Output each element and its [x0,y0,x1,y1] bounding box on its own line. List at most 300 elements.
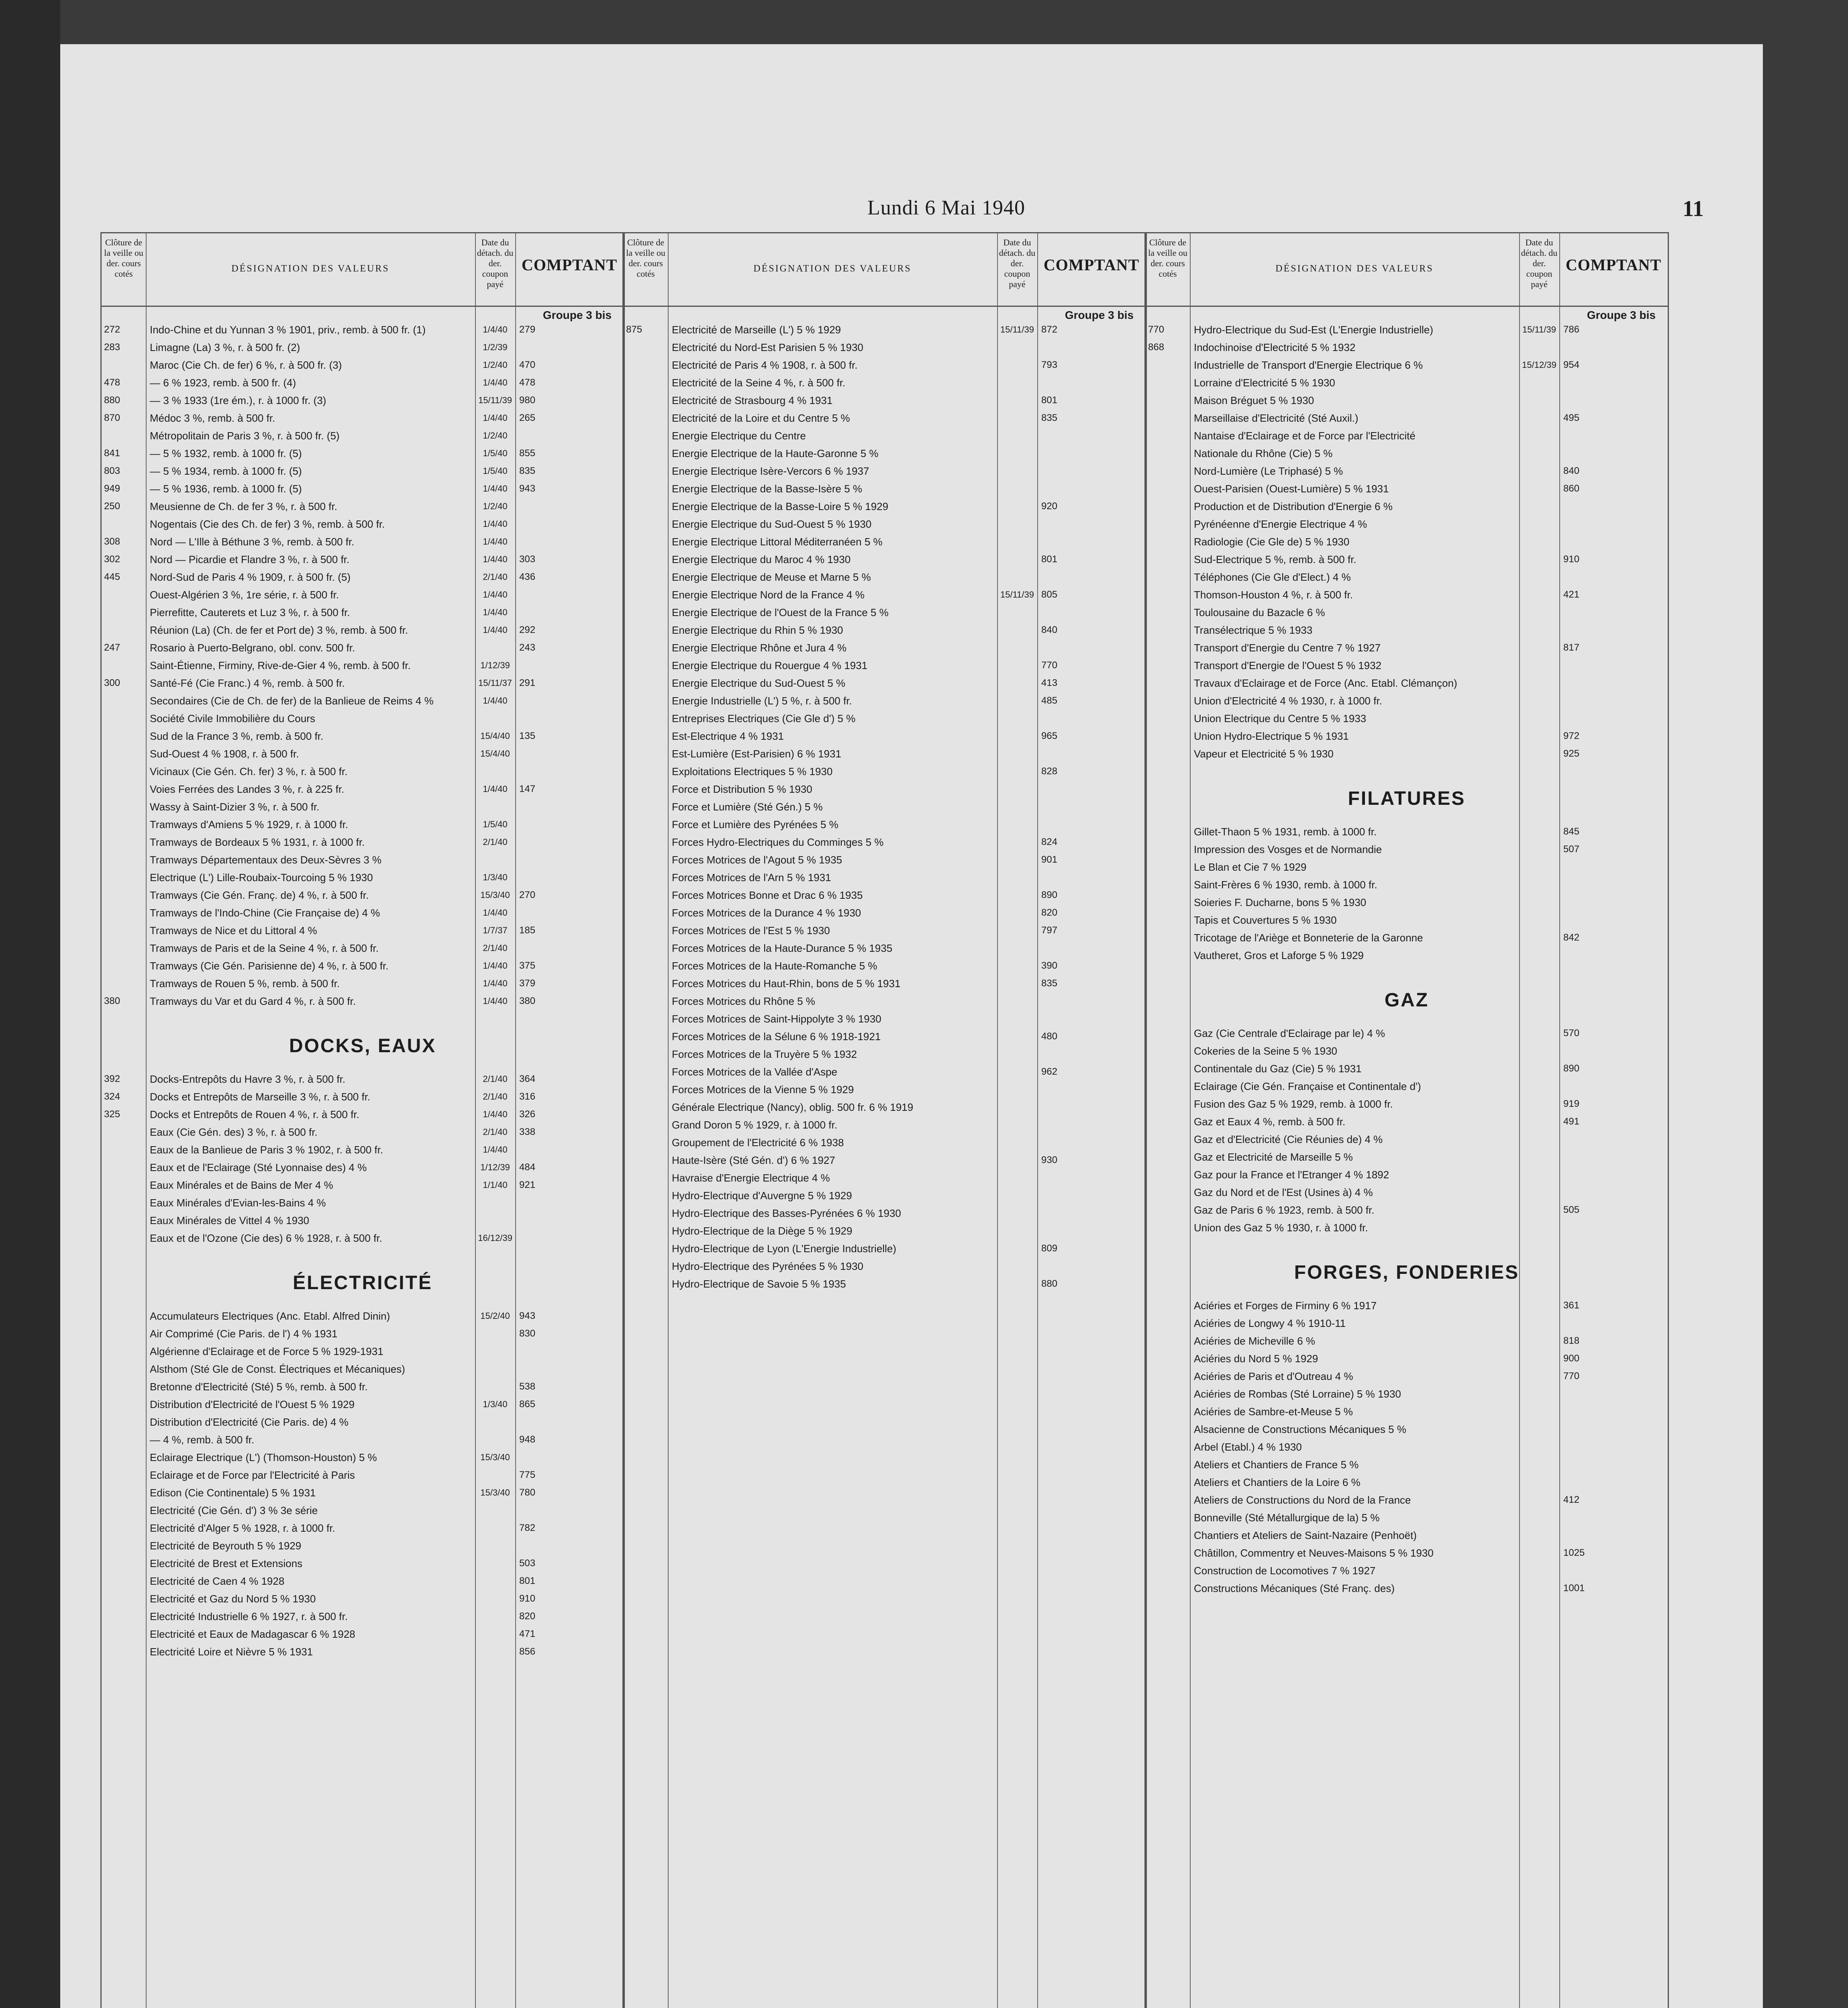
security-row [102,799,624,815]
coupon-date: 1/2/40 [483,360,508,370]
security-name: Est-Electrique 4 % 1931 [672,730,784,742]
security-name: Exploitations Electriques 5 % 1930 [672,765,833,777]
security-name: Hydro-Electrique des Pyrénées 5 % 1930 [672,1260,863,1272]
cash-price: 801 [519,1575,536,1586]
header-date-detach: Date du détach. du der. coupon payé [477,237,514,289]
security-row [1146,410,1668,426]
security-row [102,1396,624,1412]
security-name: Médoc 3 %, remb. à 500 fr. [150,412,275,424]
security-row [1146,1298,1668,1314]
security-row [624,869,1146,886]
cash-price: 824 [1041,837,1058,847]
security-name: Cokeries de la Seine 5 % 1930 [1194,1045,1338,1057]
closing-price: 875 [626,324,643,335]
security-name: — 5 % 1934, remb. à 1000 fr. (5) [150,465,302,477]
security-row [624,1276,1146,1292]
security-row [1146,534,1668,550]
security-row [624,569,1146,585]
coupon-date: 2/1/40 [483,943,508,953]
security-name: Tramways d'Amiens 5 % 1929, r. à 1000 fr. [150,818,348,831]
cash-price: 890 [1041,890,1058,900]
closing-price: 949 [104,483,120,494]
security-name: Gaz de Paris 6 % 1923, remb. à 500 fr. [1194,1204,1375,1216]
cash-price: 316 [519,1091,536,1102]
security-name: Distribution d'Electricité de l'Ouest 5 % 1929 [150,1398,355,1410]
cash-price: 505 [1563,1204,1580,1215]
header-designation: DÉSIGNATION DES VALEURS [231,263,390,274]
coupon-date: 15/3/40 [480,890,510,900]
security-row [102,1591,624,1607]
security-row [102,322,624,338]
security-name: Union Hydro-Electrique 5 % 1931 [1194,730,1349,742]
running-title: Lundi 6 Mai 1940 [867,196,1025,219]
security-row [624,993,1146,1009]
security-row [624,1011,1146,1027]
security-name: Pierrefitte, Cauterets et Luz 3 %, r. à 500 fr. [150,606,350,618]
security-name: Production et de Distribution d'Energie 6 % [1194,500,1393,512]
security-row [1146,1202,1668,1218]
security-row [624,375,1146,391]
cash-price: 910 [1563,554,1580,565]
security-name: Energie Electrique de Meuse et Marne 5 % [672,571,871,583]
security-row [102,1124,624,1140]
closing-price: 478 [104,377,120,388]
security-name: Aciéries de Sambre-et-Meuse 5 % [1194,1406,1353,1418]
security-row [102,1485,624,1501]
security-row [102,534,624,550]
cash-price: 797 [1041,925,1058,936]
security-name: Electricité de Paris 4 % 1908, r. à 500 fr. [672,359,858,371]
security-row [102,728,624,744]
security-name: Forces Motrices de la Vienne 5 % 1929 [672,1084,854,1096]
security-row [1146,1333,1668,1349]
security-row [624,410,1146,426]
closing-price: 283 [104,342,120,353]
group-label: Groupe 3 bis [1065,309,1134,321]
security-name: — 3 % 1933 (1re ém.), r. à 1000 fr. (3) [150,394,326,406]
cash-price: 921 [519,1179,536,1190]
coupon-date: 1/4/40 [483,484,508,494]
cash-price: 817 [1563,642,1580,653]
security-row [1146,859,1668,875]
security-row [624,1205,1146,1221]
security-row [102,339,624,355]
security-row [102,1414,624,1430]
security-name: Pyrénéenne d'Energie Electrique 4 % [1194,518,1367,530]
security-row [102,869,624,886]
security-row [102,1502,624,1518]
closing-price: 247 [104,642,120,653]
security-name: Nantaise d'Eclairage et de Force par l'Electricité [1194,430,1416,442]
security-name: Electricité Loire et Nièvre 5 % 1931 [150,1646,313,1658]
security-row [624,1135,1146,1151]
security-row [102,498,624,514]
security-row [1146,445,1668,461]
security-row [102,693,624,709]
cash-price: 471 [519,1628,536,1639]
security-row [1146,824,1668,840]
cash-price: 840 [1041,624,1058,635]
security-name: Sud-Electrique 5 %, remb. à 500 fr. [1194,553,1356,565]
security-name: Energie Electrique de la Basse-Isère 5 % [672,483,863,495]
security-row [1146,1457,1668,1473]
column-rows [102,310,624,2008]
security-row [102,1071,624,1087]
security-row [102,1177,624,1193]
coupon-date: 1/2/40 [483,501,508,511]
cash-price: 507 [1563,844,1580,855]
security-row [624,958,1146,974]
security-name: Bonneville (Sté Métallurgique de la) 5 % [1194,1512,1380,1524]
cash-price: 364 [519,1073,536,1084]
security-name: Limagne (La) 3 %, r. à 500 fr. (2) [150,341,300,353]
security-name: Forces Motrices de la Haute-Durance 5 % 1935 [672,942,893,954]
security-row [102,445,624,461]
security-row [102,675,624,691]
security-row [102,1343,624,1359]
security-row [624,1241,1146,1257]
security-row [624,516,1146,532]
security-row [1146,1492,1668,1508]
security-name: Union d'Electricité 4 % 1930, r. à 1000 fr. [1194,695,1382,707]
security-row [1146,710,1668,726]
security-row [1146,1439,1668,1455]
cash-price: 840 [1563,465,1580,476]
security-name: Energie Electrique du Rhin 5 % 1930 [672,624,843,636]
cash-price: 805 [1041,589,1058,600]
closing-price: 272 [104,324,120,335]
coupon-date: 1/4/40 [483,961,508,971]
security-name: Aciéries de Longwy 4 % 1910-11 [1194,1317,1346,1329]
security-name: Energie Electrique du Sud-Ouest 5 % [672,677,846,689]
security-name: Forces Motrices de l'Est 5 % 1930 [672,924,830,937]
security-row [624,675,1146,691]
section-title: GAZ [1384,990,1429,1011]
security-row [624,1117,1146,1133]
closing-price: 325 [104,1109,120,1120]
security-row [624,392,1146,408]
coupon-date: 15/11/39 [1000,324,1034,335]
coupon-date: 15/4/40 [480,749,510,759]
cash-price: 972 [1563,731,1580,741]
closing-price: 803 [104,465,120,476]
security-name: Energie Electrique de l'Ouest de la France 5 % [672,606,889,618]
security-name: Nogentais (Cie des Ch. de fer) 3 %, remb. à 500 fr. [150,518,385,530]
coupon-date: 15/11/37 [478,678,512,688]
security-row [102,551,624,567]
security-row [1146,1404,1668,1420]
security-name: Eaux Minérales d'Evian-les-Bains 4 % [150,1197,326,1209]
cash-price: 948 [519,1434,536,1445]
security-row [102,1089,624,1105]
closing-price: 300 [104,677,120,688]
security-name: Secondaires (Cie de Ch. de fer) de la Banlieue de Reims 4 % [150,695,434,707]
security-row [102,1573,624,1589]
security-name: Gaz du Nord et de l'Est (Usines à) 4 % [1194,1186,1373,1198]
coupon-date: 1/4/40 [483,784,508,794]
cash-price: 860 [1563,483,1580,494]
security-name: Electricité de la Loire et du Centre 5 % [672,412,850,424]
cash-price: 954 [1563,359,1580,370]
security-row [102,746,624,762]
cash-price: 570 [1563,1028,1580,1039]
coupon-date: 1/4/40 [483,908,508,918]
coupon-date: 15/11/39 [1000,590,1034,600]
security-name: Eclairage Electrique (L') (Thomson-Houston) 5 % [150,1451,377,1463]
security-name: Eaux (Cie Gén. des) 3 %, r. à 500 fr. [150,1126,318,1138]
security-row [1146,728,1668,744]
security-name: Union Electrique du Centre 5 % 1933 [1194,712,1367,724]
coupon-date: 1/4/40 [483,625,508,635]
security-row [102,958,624,974]
security-row [624,887,1146,903]
security-name: Hydro-Electrique de la Diège 5 % 1929 [672,1225,853,1237]
security-name: Société Civile Immobilière du Cours [150,712,315,724]
security-name: Energie Industrielle (L') 5 %, r. à 500 fr. [672,695,852,707]
security-name: Saint-Frères 6 % 1930, remb. à 1000 fr. [1194,879,1377,891]
cash-price: 786 [1563,324,1580,335]
security-row [102,410,624,426]
security-name: Union des Gaz 5 % 1930, r. à 1000 fr. [1194,1222,1368,1234]
header-comptant: COMPTANT [1565,256,1662,274]
security-name: Indochinoise d'Electricité 5 % 1932 [1194,341,1356,353]
cash-price: 930 [1041,1155,1058,1165]
security-name: Electricité de Strasbourg 4 % 1931 [672,394,833,406]
cash-price: 818 [1563,1335,1580,1346]
security-row [102,1520,624,1536]
security-name: Accumulateurs Electriques (Anc. Etabl. Alfred Dinin) [150,1310,390,1322]
security-name: Rosario à Puerto-Belgrano, obl. conv. 500 fr. [150,642,355,654]
security-name: Energie Electrique du Centre [672,430,806,442]
cash-price: 920 [1041,501,1058,512]
coupon-date: 1/4/40 [483,590,508,600]
closing-price: 868 [1148,342,1165,353]
security-name: Impression des Vosges et de Normandie [1194,843,1382,855]
security-row [102,392,624,408]
security-row [624,1223,1146,1239]
security-row [624,834,1146,850]
security-row [102,1142,624,1158]
coupon-date: 15/11/39 [1522,324,1556,335]
cash-price: 865 [519,1399,536,1410]
coupon-date: 2/1/40 [483,1127,508,1137]
cash-price: 809 [1041,1243,1058,1254]
coupon-date: 15/4/40 [480,731,510,741]
security-name: Ouest-Algérien 3 %, 1re série, r. à 500 fr. [150,589,339,601]
security-row [1146,1149,1668,1165]
cash-price: 835 [519,465,536,476]
security-row [624,763,1146,780]
security-name: Edison (Cie Continentale) 5 % 1931 [150,1487,316,1499]
security-name: Transélectrique 5 % 1933 [1194,624,1313,636]
security-name: Forces Motrices du Haut-Rhin, bons de 5 % 1931 [672,977,901,990]
security-row [1146,894,1668,910]
security-name: Electricité du Nord-Est Parisien 5 % 1930 [672,341,863,353]
security-row [624,322,1146,338]
security-row [102,1230,624,1246]
security-row [102,922,624,939]
cash-price: 965 [1041,731,1058,741]
security-name: Forces Motrices de l'Arn 5 % 1931 [672,871,831,884]
security-row [1146,463,1668,479]
security-name: Electricité de Brest et Extensions [150,1557,303,1569]
security-row [1146,498,1668,514]
cash-price: 842 [1563,932,1580,943]
security-name: Ateliers de Constructions du Nord de la France [1194,1494,1411,1506]
security-name: Ateliers et Chantiers de France 5 % [1194,1459,1359,1471]
coupon-date: 15/11/39 [478,395,512,405]
security-row [102,940,624,956]
security-name: Distribution d'Electricité (Cie Paris. de) 4 % [150,1416,349,1428]
coupon-date: 16/12/39 [478,1233,512,1243]
security-row [102,1608,624,1624]
cash-price: 270 [519,890,536,900]
security-name: Docks et Entrepôts de Rouen 4 %, r. à 500 fr. [150,1108,359,1120]
security-name: Tramways du Var et du Gard 4 %, r. à 500 fr. [150,995,356,1007]
cash-price: 478 [519,377,536,388]
header-designation: DÉSIGNATION DES VALEURS [1275,263,1434,274]
security-name: Nord-Lumière (Le Triphasé) 5 % [1194,465,1343,477]
column-rows [624,310,1146,2008]
security-row [1146,1510,1668,1526]
security-row [102,852,624,868]
security-name: Tapis et Couvertures 5 % 1930 [1194,914,1337,926]
security-row [1146,675,1668,691]
header-cloture: Clôture de la veille ou der. cours cotés [626,237,665,279]
cash-price: 436 [519,571,536,582]
security-row [1146,947,1668,963]
coupon-date: 1/12/39 [480,660,510,670]
security-name: Electricité et Gaz du Nord 5 % 1930 [150,1593,316,1605]
group-label: Groupe 3 bis [543,309,612,321]
security-row [624,357,1146,373]
security-row [102,710,624,726]
cash-price: 820 [1041,907,1058,918]
cash-price: 379 [519,978,536,989]
security-name: Châtillon, Commentry et Neuves-Maisons 5 % 1930 [1194,1547,1434,1559]
security-name: Tramways de Paris et de la Seine 4 %, r. à 500 fr. [150,942,379,954]
security-name: Réunion (La) (Ch. de fer et Port de) 3 %, remb. à 500 fr. [150,624,408,636]
security-name: Thomson-Houston 4 %, r. à 500 fr. [1194,589,1353,601]
security-row [624,905,1146,921]
closing-price: 392 [104,1073,120,1084]
security-row [624,922,1146,939]
security-name: Aciéries de Paris et d'Outreau 4 % [1194,1370,1353,1382]
security-row [102,604,624,620]
security-name: Continentale du Gaz (Cie) 5 % 1931 [1194,1063,1362,1075]
cash-price: 412 [1563,1494,1580,1505]
cash-price: 919 [1563,1098,1580,1109]
security-row [1146,1131,1668,1147]
column-rows [1146,310,1668,2008]
security-name: Hydro-Electrique d'Auvergne 5 % 1929 [672,1190,852,1202]
security-name: Arbel (Etabl.) 4 % 1930 [1194,1441,1302,1453]
security-row [102,640,624,656]
security-name: Electrique (L') Lille-Roubaix-Tourcoing 5 % 1930 [150,871,373,884]
column-header [1146,233,1668,307]
cash-price: 1001 [1563,1583,1585,1594]
security-row [624,1099,1146,1115]
header-date-detach: Date du détach. du der. coupon payé [1521,237,1558,289]
security-row [102,781,624,797]
security-row [624,481,1146,497]
security-row [102,481,624,497]
security-name: Gaz pour la France et l'Etranger 4 % 1892 [1194,1169,1389,1181]
security-row [102,569,624,585]
security-row [1146,1545,1668,1561]
security-row [102,905,624,921]
security-row [624,1046,1146,1062]
security-name: Nord — L'Ille à Béthune 3 %, remb. à 500 fr. [150,536,355,548]
security-name: Saint-Étienne, Firminy, Rive-de-Gier 4 %, remb. à 500 fr. [150,659,411,671]
closing-price: 445 [104,571,120,582]
security-name: Vicinaux (Cie Gén. Ch. fer) 3 %, r. à 500 fr. [150,765,348,777]
group-label: Groupe 3 bis [1587,309,1656,321]
column-header [624,233,1146,307]
cash-price: 265 [519,412,536,423]
cash-price: 900 [1563,1353,1580,1364]
closing-price: 880 [104,395,120,406]
column-header [102,233,624,307]
security-row [624,463,1146,479]
security-name: — 4 %, remb. à 500 fr. [150,1434,255,1446]
header-comptant: COMPTANT [1043,256,1140,274]
page-number: 11 [1683,196,1704,221]
security-row [102,834,624,850]
security-row [624,1170,1146,1186]
coupon-date: 2/1/40 [483,837,508,847]
security-name: Entreprises Electriques (Cie Gle d') 5 % [672,712,856,724]
security-name: Tramways Départementaux des Deux-Sèvres 3 % [150,854,382,866]
security-name: Electricité (Cie Gén. d') 3 % 3e série [150,1504,318,1516]
security-name: Energie Electrique du Maroc 4 % 1930 [672,553,851,565]
security-row [102,1195,624,1211]
security-name: Travaux d'Eclairage et de Force (Anc. Etabl. Clémançon) [1194,677,1457,689]
security-row [1146,481,1668,497]
security-row [1146,569,1668,585]
security-name: Chantiers et Ateliers de Saint-Nazaire (Penhoët) [1194,1529,1417,1541]
security-name: Electricité de Beyrouth 5 % 1929 [150,1540,302,1552]
cash-price: 485 [1041,695,1058,706]
security-row [102,1212,624,1228]
security-name: Haute-Isère (Sté Gén. d') 6 % 1927 [672,1154,835,1166]
closing-price: 380 [104,996,120,1006]
security-row [1146,1368,1668,1384]
security-row [624,339,1146,355]
cash-price: 491 [1563,1116,1580,1127]
security-name: Docks-Entrepôts du Havre 3 %, r. à 500 fr. [150,1073,346,1085]
security-name: Eaux et de l'Eclairage (Sté Lyonnaise des) 4 % [150,1161,367,1173]
security-row [624,975,1146,992]
security-row [102,1379,624,1395]
security-row [624,746,1146,762]
security-row [1146,1351,1668,1367]
security-row [1146,375,1668,391]
security-name: Energie Electrique Rhône et Jura 4 % [672,642,847,654]
cash-price: 291 [519,677,536,688]
security-name: Electricité de Marseille (L') 5 % 1929 [672,324,841,336]
cash-price: 292 [519,624,536,635]
cash-price: 856 [519,1646,536,1657]
coupon-date: 1/4/40 [483,978,508,988]
closing-price: 841 [104,448,120,459]
security-row [1146,1061,1668,1077]
security-name: Gillet-Thaon 5 % 1931, remb. à 1000 fr. [1194,826,1377,838]
column-3 [1144,232,1669,2008]
header-designation: DÉSIGNATION DES VALEURS [753,263,912,274]
security-row [102,657,624,673]
security-name: Bretonne d'Electricité (Sté) 5 %, remb. à 500 fr. [150,1381,368,1393]
